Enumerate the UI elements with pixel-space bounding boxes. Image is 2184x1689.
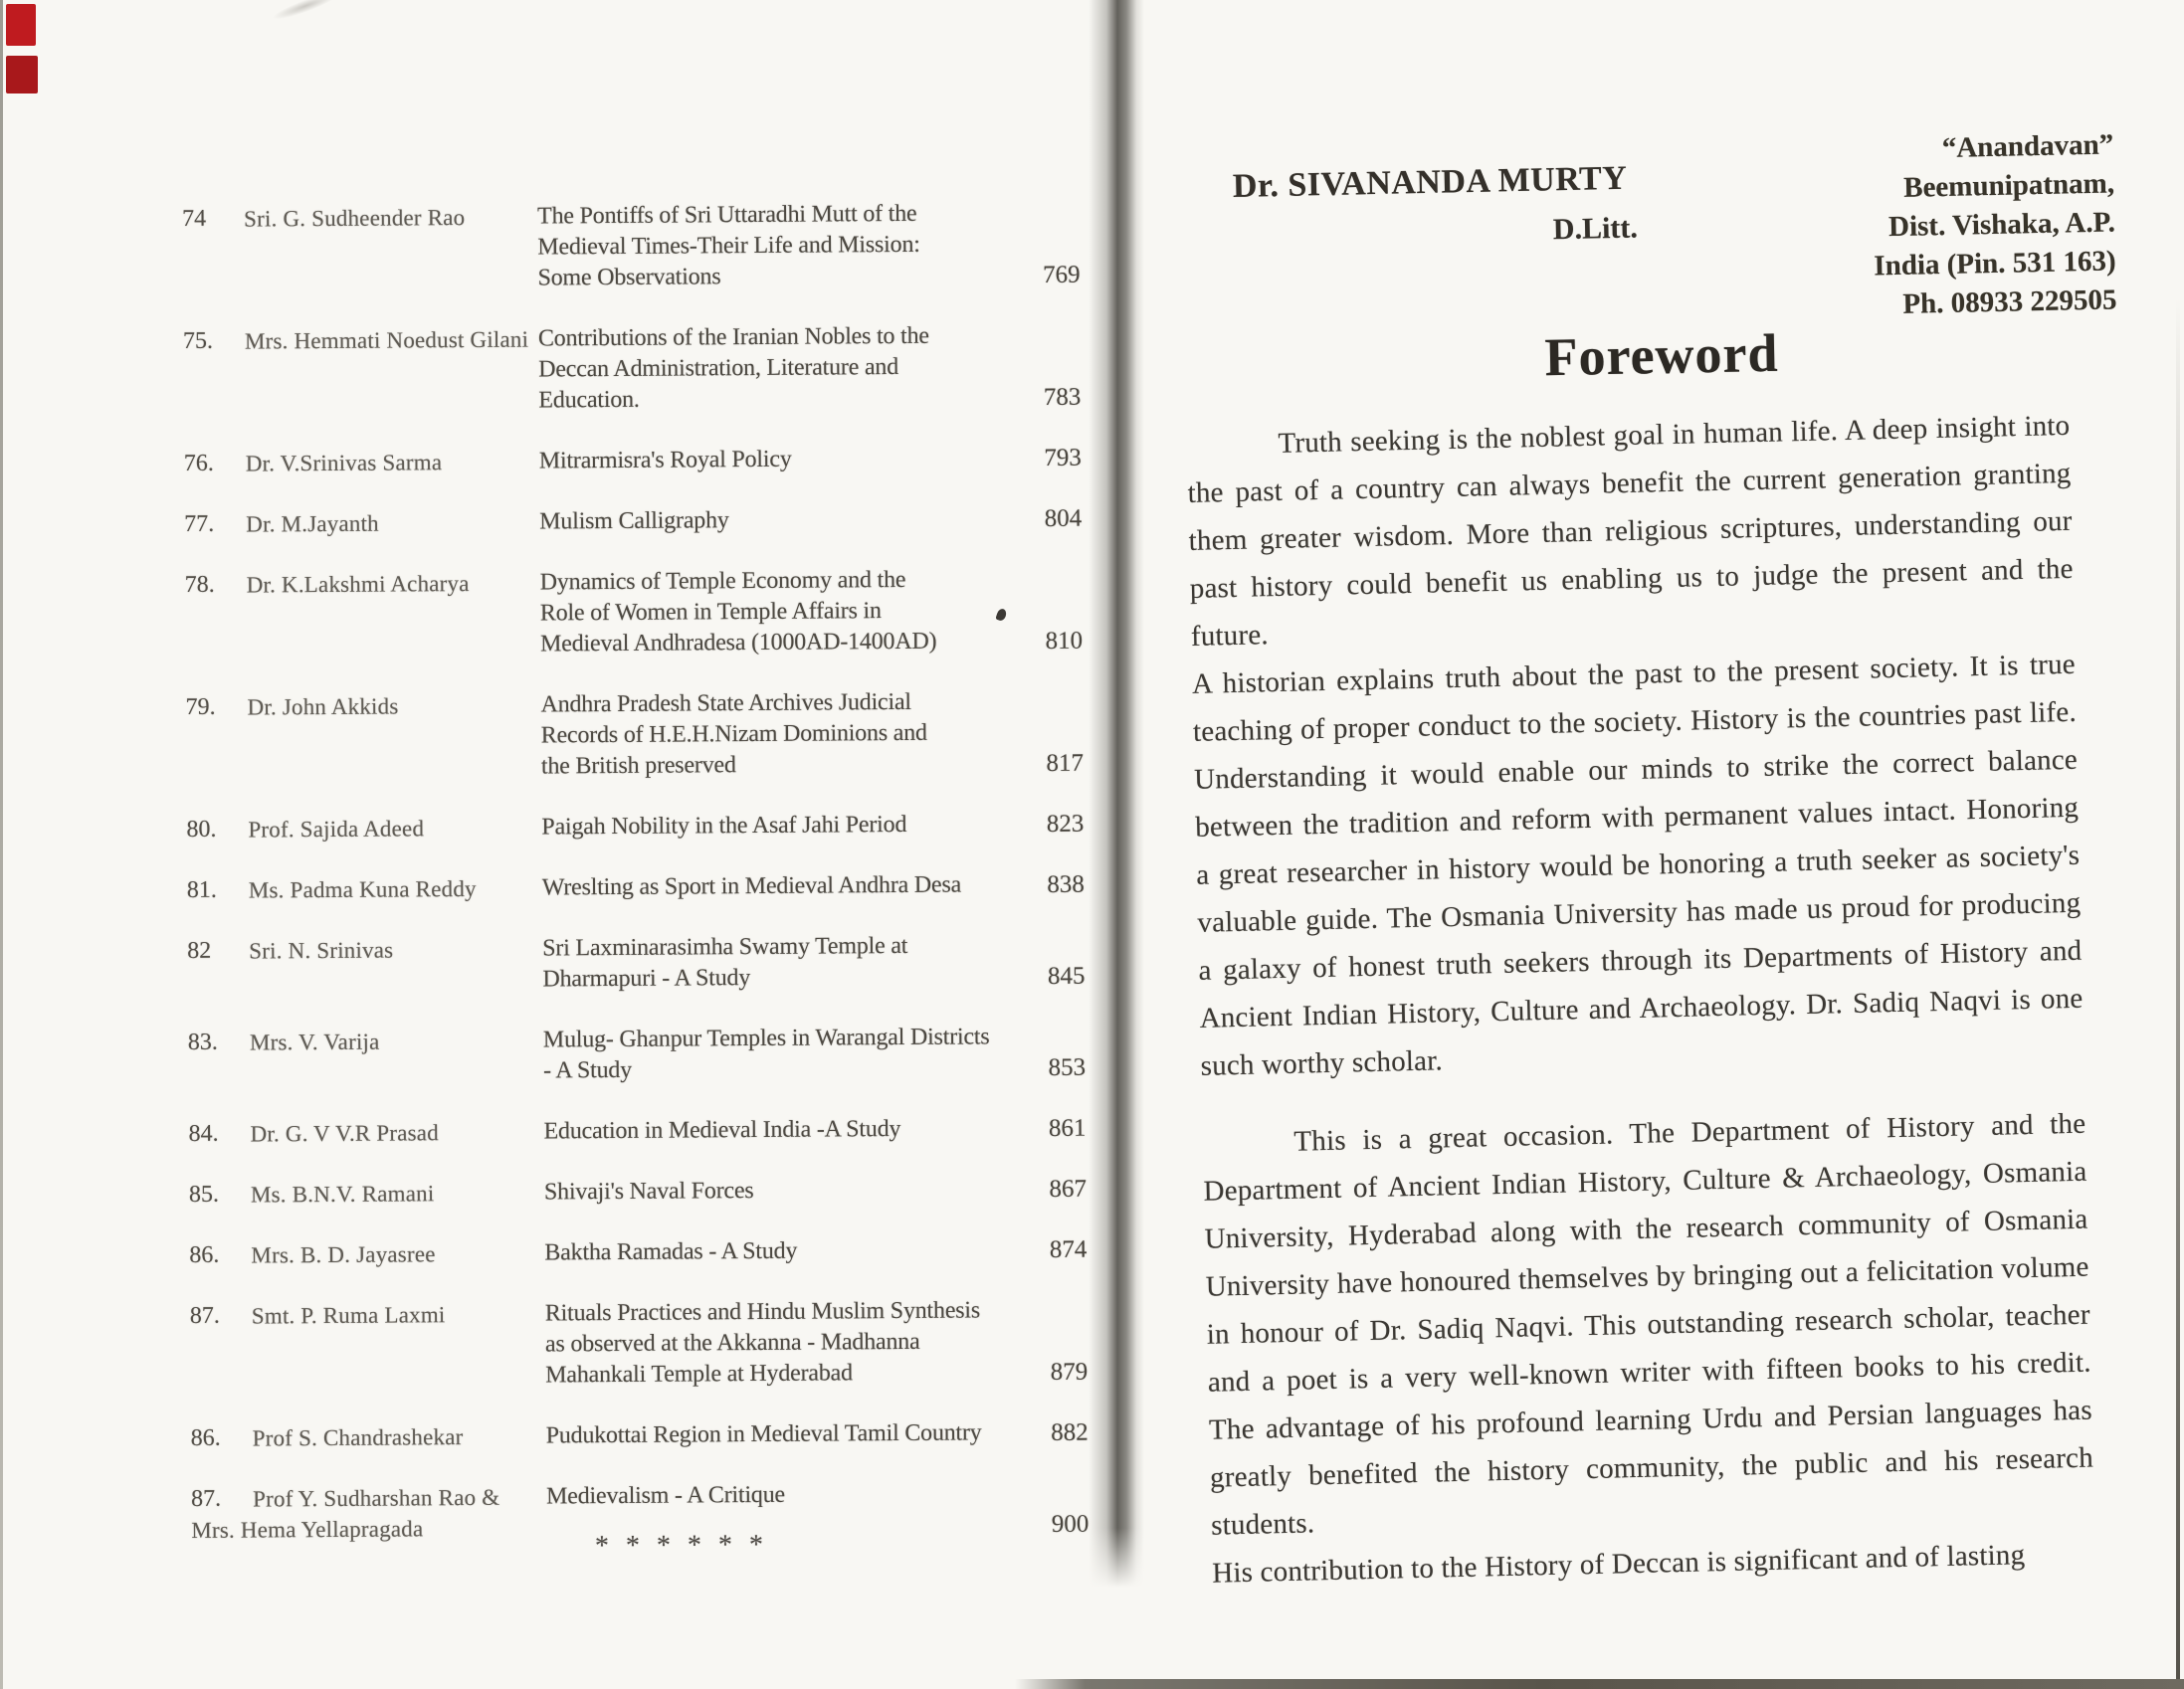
- toc-entry-author: [250, 1116, 543, 1149]
- toc-entry-number: 86.: [190, 1424, 221, 1451]
- toc-entry-number: 86.: [189, 1241, 220, 1268]
- toc-author-line: Ms. B.N.V. Ramani: [250, 1181, 435, 1208]
- toc-entry-page-number: 810: [1045, 627, 1084, 655]
- toc-entry-page-number: 817: [1046, 749, 1085, 777]
- toc-entry-title: [540, 686, 1014, 782]
- toc-title-line: Mulug- Ghanpur Temples in Warangal Districts: [542, 1024, 990, 1053]
- book-spine-shadow: [1089, 0, 1144, 1588]
- toc-entry-author: [245, 324, 539, 419]
- toc-entry-page-number: 783: [1043, 383, 1082, 411]
- toc-author-line: Dr. John Akkids: [247, 693, 399, 720]
- toc-author-line: Sri. N. Srinivas: [249, 937, 394, 964]
- toc-entry-title: [546, 1417, 1019, 1451]
- toc-entry: [191, 1417, 1089, 1454]
- toc-title-line: Role of Women in Temple Affairs in: [539, 598, 882, 627]
- toc-entry-author: [253, 1420, 546, 1453]
- toc-title-line: the British preserved: [540, 752, 736, 780]
- toc-entry-author: [249, 872, 542, 905]
- toc-entry: [189, 1174, 1087, 1211]
- toc-entry-number: 80.: [186, 816, 217, 843]
- toc-entry-number: 85.: [188, 1181, 220, 1208]
- body-line: a great researcher in history would be honoring a truth seeker as society's: [1195, 839, 2081, 891]
- toc-entry-title: [538, 320, 1012, 416]
- toc-title-line: Mahankali Temple at Hyderabad: [545, 1360, 853, 1389]
- author-name: Dr. SIVANANDA MURTY: [1232, 159, 1628, 205]
- toc-title-line: Deccan Administration, Literature and: [538, 353, 899, 383]
- toc-entry-title: [543, 1022, 1016, 1086]
- body-line: greatly benefited the history community, the public and his research students.: [1209, 1441, 2094, 1542]
- author-block: [1232, 159, 1642, 254]
- toc-author-line: Dr. K.Lakshmi Acharya: [246, 570, 470, 598]
- toc-entry: [183, 320, 1082, 419]
- body-line: in honour of Dr. Sadiq Naqvi. This outstanding research scholar, teacher: [1206, 1298, 2090, 1351]
- address-line: Dist. Vishaka, A.P.: [1887, 206, 2116, 244]
- toc-entry-number: 75.: [182, 327, 214, 354]
- toc-title-line: Education in Medieval India -A Study: [543, 1115, 901, 1145]
- toc-entry-number: 78.: [184, 571, 215, 598]
- toc-title-line: Medievalism - A Critique: [545, 1481, 786, 1510]
- toc-title-line: Mitrarmisra's Royal Policy: [538, 446, 792, 474]
- toc-title-line: Medieval Andhradesa (1000AD-1400AD): [540, 628, 937, 657]
- scan-left-edge: [0, 0, 3, 1689]
- toc-title-line: Baktha Ramadas - A Study: [544, 1237, 798, 1266]
- page-title: Foreword: [1543, 322, 1780, 388]
- toc-title-line: Contributions of the Iranian Nobles to the: [537, 322, 929, 352]
- toc-author-line: Prof. Sajida Adeed: [248, 816, 425, 843]
- toc-entry-page-number: 823: [1046, 810, 1085, 838]
- toc-entry-page-number: 900: [1051, 1510, 1090, 1538]
- address-line: India (Pin. 531 163): [1874, 245, 2116, 282]
- toc-entry-title: [543, 1113, 1016, 1147]
- toc-title-line: Education.: [538, 386, 640, 414]
- toc-entry-author: [249, 933, 542, 997]
- toc-author-line: Mrs. Hema Yellapragada: [191, 1516, 424, 1543]
- body-line: Truth seeking is the noblest goal in human life. A deep insight into: [1278, 409, 2071, 460]
- toc-entry-number: 84.: [188, 1120, 219, 1147]
- toc-title-line: Dynamics of Temple Economy and the: [539, 566, 906, 596]
- address-line: Ph. 08933 229505: [1902, 283, 2117, 320]
- toc-entry-author: [247, 689, 541, 784]
- toc-entry: [184, 443, 1082, 479]
- scan-bottom-edge: [1015, 1679, 2184, 1689]
- body-line: and a poet is a very well-known writer with fifteen books to his credit.: [1207, 1346, 2092, 1399]
- toc-entry-title: [539, 503, 1012, 537]
- toc-title-line: Paigah Nobility in the Asaf Jahi Period: [541, 811, 907, 841]
- toc-title-line: Dharmapuri - A Study: [542, 965, 751, 993]
- toc-entry: [187, 869, 1085, 906]
- toc-author-line: Dr. G. V V.R Prasad: [250, 1120, 439, 1147]
- body-line: them greater wisdom. More than religious scriptures, understanding our: [1188, 504, 2073, 557]
- toc-entry-title: [544, 1234, 1017, 1268]
- address-line: “Anandavan”: [1941, 128, 2114, 165]
- toc-entry-number: 87.: [190, 1485, 222, 1512]
- toc-entry-author: [252, 1298, 546, 1393]
- toc-entry-page-number: 845: [1047, 962, 1086, 990]
- toc-entry-title: [545, 1295, 1019, 1391]
- toc-entry-number: 87.: [189, 1302, 220, 1329]
- toc-entry-page-number: 853: [1048, 1053, 1087, 1081]
- toc-author-line: Prof Y. Sudharshan Rao &: [253, 1484, 500, 1512]
- body-line: University, Hyderabad along with the research community of Osmania: [1204, 1203, 2088, 1255]
- body-line: Department of Ancient Indian History, Culture & Archaeology, Osmania: [1203, 1155, 2087, 1208]
- body-line: such worthy scholar.: [1200, 1044, 1444, 1082]
- body-line: past history could benefit us enabling us to judge the present and the future.: [1189, 552, 2074, 653]
- toc-author-line: Mrs. V. Varija: [249, 1029, 380, 1055]
- toc-title-line: Sri Laxminarasimha Swamy Temple at: [542, 932, 908, 962]
- toc-entry: [185, 564, 1084, 662]
- toc-title-line: Some Observations: [537, 264, 721, 291]
- body-line: University have honoured themselves by bringing out a felicitation volume: [1205, 1250, 2089, 1303]
- foreword-body: [1186, 402, 2096, 1627]
- toc-entry-number: 74: [182, 205, 207, 232]
- toc-entry-title: [542, 930, 1015, 995]
- toc-entry: [185, 686, 1084, 785]
- toc-entry: [188, 1113, 1086, 1150]
- body-line: teaching of proper conduct to the society. History is the countries past life.: [1192, 695, 2078, 748]
- toc-author-line: Dr. M.Jayanth: [246, 510, 379, 537]
- author-address: [1872, 125, 2117, 324]
- toc-title-line: The Pontiffs of Sri Uttaradhi Mutt of the: [537, 200, 917, 230]
- toc-author-line: Prof S. Chandrashekar: [252, 1424, 464, 1451]
- toc-author-line: Mrs. B. D. Jayasree: [251, 1241, 436, 1268]
- toc-entry-page-number: 838: [1047, 870, 1085, 898]
- paragraph: [1202, 1100, 2096, 1597]
- body-line: Understanding it would enable our minds to strike the correct balance: [1193, 743, 2079, 796]
- toc-entry-page-number: 861: [1048, 1114, 1087, 1142]
- author-degree: D.Litt.: [1552, 211, 1639, 247]
- toc-entry-number: 79.: [185, 693, 216, 720]
- toc-entry: [186, 809, 1084, 845]
- body-line: His contribution to the History of Deccan is significant and of lasting: [1211, 1539, 2026, 1590]
- body-line: a galaxy of honest truth seekers through its Departments of History and: [1198, 934, 2083, 987]
- toc-entry-page-number: 879: [1050, 1358, 1089, 1386]
- toc-entry-number: 76.: [183, 450, 214, 476]
- toc-entry-number: 81.: [186, 876, 217, 903]
- toc-entry: [190, 1295, 1089, 1394]
- body-line: between the tradition and reform with permanent values intact. Honoring: [1194, 791, 2080, 844]
- toc-title-line: Pudukottai Region in Medieval Tamil Country: [545, 1419, 982, 1449]
- toc-entry: [182, 198, 1081, 296]
- toc-entry-title: [544, 1174, 1017, 1208]
- body-line: the past of a country can always benefit the current generation granting: [1187, 457, 2072, 509]
- toc-title-line: Rituals Practices and Hindu Muslim Synthesis: [544, 1297, 981, 1327]
- body-line: A historian explains truth about the past to the present society. It is true: [1191, 648, 2077, 700]
- toc-entry: [188, 1022, 1086, 1089]
- toc-entry-title: [539, 443, 1012, 476]
- toc-author-line: Dr. V.Srinivas Sarma: [245, 450, 443, 476]
- toc-title-line: Records of H.E.H.Nizam Dominions and: [540, 719, 927, 749]
- toc-entry-page-number: 874: [1049, 1235, 1088, 1263]
- scan-right-edge: [2176, 298, 2180, 1679]
- toc-entry-page-number: 769: [1042, 261, 1081, 288]
- toc-title-line: Andhra Pradesh State Archives Judicial: [540, 688, 911, 718]
- toc-entry: [189, 1234, 1087, 1271]
- toc-entry-author: [251, 1177, 544, 1210]
- toc-entry-number: 82: [187, 937, 212, 964]
- body-line: valuable guide. The Osmania University has made us proud for producing: [1197, 886, 2082, 939]
- toc-entry-author: [246, 447, 539, 479]
- toc-author-line: Smt. P. Ruma Laxmi: [251, 1302, 446, 1329]
- toc-entry: [184, 503, 1082, 540]
- toc-author-line: Ms. Padma Kuna Reddy: [248, 875, 477, 903]
- toc-title-line: Wreslting as Sport in Medieval Andhra Desa: [541, 871, 962, 901]
- toc-title-line: as observed at the Akkanna - Madhanna: [544, 1328, 920, 1358]
- letterhead: [1184, 125, 2131, 320]
- toc-author-line: Mrs. Hemmati Noedust Gilani: [244, 326, 529, 354]
- toc-entry-title: [541, 809, 1014, 843]
- toc-entry-title: [537, 198, 1011, 293]
- red-ink-mark-bottom: [6, 56, 38, 94]
- toc-entry-author: [244, 202, 538, 296]
- toc-author-line: Sri. G. Sudheender Rao: [244, 205, 466, 232]
- toc-entry-page-number: 882: [1051, 1418, 1089, 1446]
- toc-entry-number: 77.: [184, 510, 215, 537]
- toc-entry-page-number: 867: [1049, 1175, 1088, 1203]
- toc-title-line: Mulism Calligraphy: [539, 507, 729, 535]
- toc-entry: [187, 930, 1085, 998]
- toc-entry-page-number: 804: [1044, 504, 1083, 532]
- toc-title-line: - A Study: [543, 1056, 633, 1084]
- address-line: Beemunipatnam,: [1902, 167, 2115, 204]
- body-line: The advantage of his profound learning Urdu and Persian languages has: [1208, 1394, 2093, 1446]
- scan-smudge: [271, 0, 340, 24]
- toc-entry-title: [540, 564, 1014, 659]
- toc-entry-title: [542, 869, 1015, 903]
- toc-entry-page-number: 793: [1044, 444, 1082, 471]
- paragraph: [1186, 402, 2085, 1090]
- toc-entry-author: [248, 812, 541, 844]
- toc-entry-number: 83.: [187, 1029, 218, 1055]
- body-line: Ancient Indian History, Culture and Archaeology. Dr. Sadiq Naqvi is one: [1199, 982, 2084, 1034]
- toc-title-line: Shivaji's Naval Forces: [543, 1178, 754, 1206]
- body-line: This is a great occasion. The Department of History and the: [1293, 1107, 2086, 1158]
- toc-entry-author: [246, 507, 539, 540]
- red-ink-mark-top: [6, 4, 36, 46]
- toc-entry-author: [251, 1237, 544, 1270]
- toc-title-line: Medieval Times-Their Life and Mission:: [537, 231, 920, 261]
- end-asterisks: ******: [594, 1529, 781, 1562]
- toc-entry-author: [247, 567, 541, 661]
- table-of-contents: [182, 198, 1090, 1576]
- toc-entry-author: [250, 1025, 543, 1088]
